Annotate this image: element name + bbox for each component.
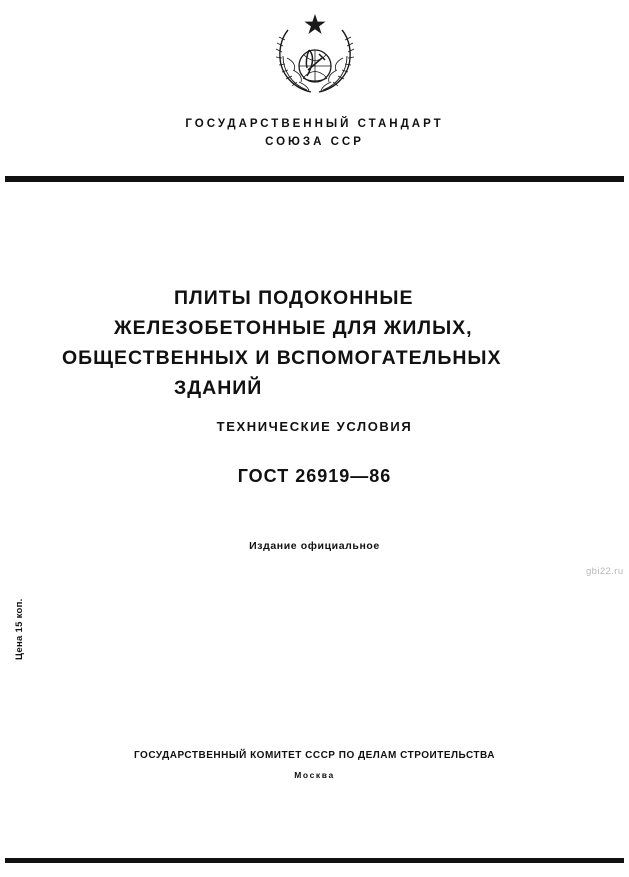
document-footer [0, 750, 629, 780]
header-line-1: ГОСУДАРСТВЕННЫЙ СТАНДАРТ [185, 118, 444, 130]
state-standard-header [0, 118, 629, 148]
title-line-4: ЗДАНИЙ [174, 377, 263, 399]
title-line-1: ПЛИТЫ ПОДОКОННЫЕ [174, 287, 414, 309]
footer-committee: ГОСУДАРСТВЕННЫЙ КОМИТЕТ СССР ПО ДЕЛАМ СТРОИТЕЛЬСТВА [134, 750, 495, 761]
top-divider-rule [5, 176, 624, 182]
title-line-2: ЖЕЛЕЗОБЕТОННЫЕ ДЛЯ ЖИЛЫХ, [114, 317, 473, 339]
bottom-divider-rule [5, 858, 624, 863]
footer-city: Москва [294, 770, 335, 780]
price-label: Цена 15 коп. [14, 598, 25, 660]
emblem-container [0, 8, 629, 112]
standard-number: ГОСТ 26919—86 [237, 466, 392, 486]
soviet-state-emblem-icon [263, 8, 367, 112]
header-line-2: СОЮЗА ССР [265, 136, 364, 148]
title-line-3: ОБЩЕСТВЕННЫХ И ВСПОМОГАТЕЛЬНЫХ [62, 347, 502, 369]
document-subtitle: ТЕХНИЧЕСКИЕ УСЛОВИЯ [216, 419, 413, 434]
watermark-label: gbi22.ru [586, 566, 624, 577]
edition-note: Издание официальное [249, 540, 380, 552]
page-title [62, 283, 567, 403]
